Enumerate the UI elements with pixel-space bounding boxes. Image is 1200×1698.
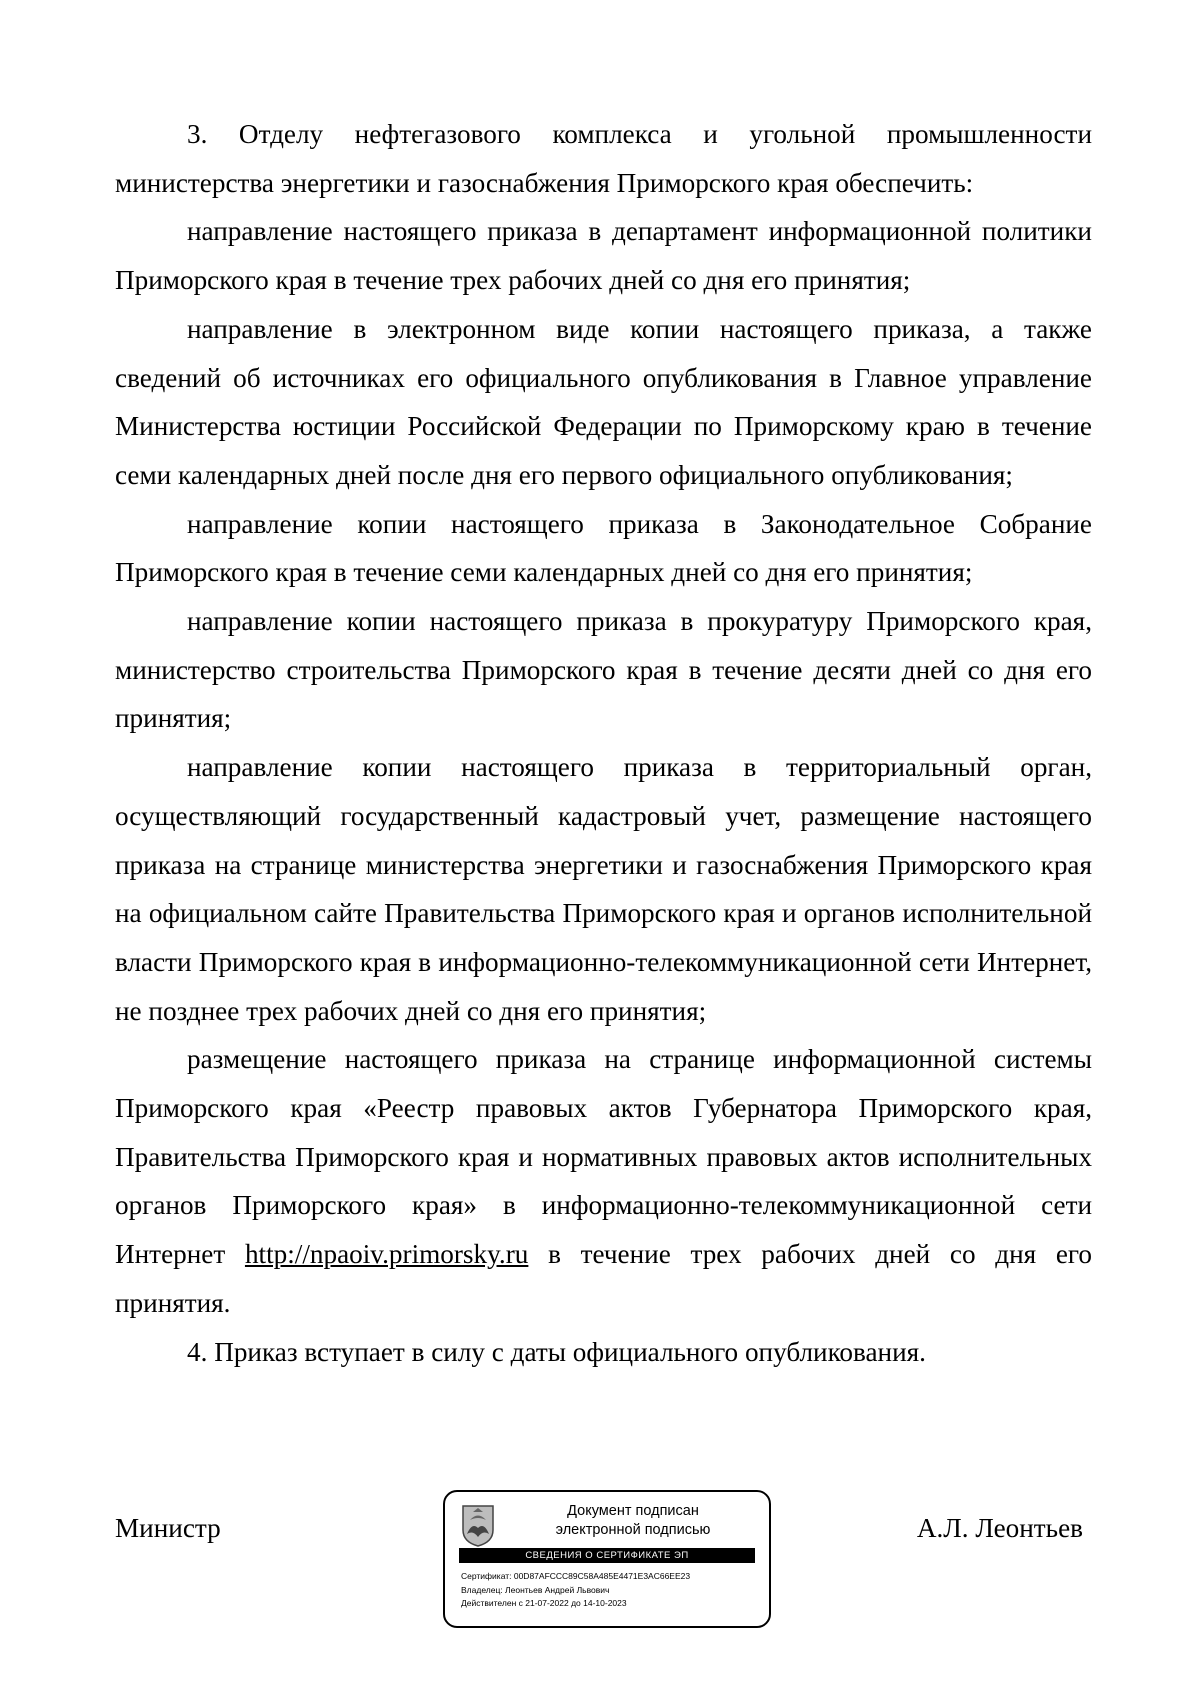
paragraph-legislative-assembly: направление копии настоящего приказа в Законодательное Собрание Приморского края в течение семи календарных дней со дня его принятия; [115, 508, 1092, 588]
paragraph-info-policy: направление настоящего приказа в департамент информационной политики Приморского края в течение трех рабочих дней со дня его принятия; [115, 216, 1092, 296]
electronic-signature-stamp [443, 1490, 771, 1628]
signature-row [115, 1490, 1095, 1630]
stamp-title-line-2: электронной подписью [555, 1522, 711, 1538]
coat-of-arms-icon [461, 1504, 495, 1548]
paragraph-registry [115, 1035, 1092, 1327]
stamp-certificate-header: СВЕДЕНИЯ О СЕРТИФИКАТЕ ЭП [459, 1548, 755, 1563]
paragraph-justice-ministry: направление в электронном виде копии настоящего приказа, а также сведений об источниках его официального опубликования в Главное управление Министерства юстиции Российской Федерации по Приморскому краю в течение семи календарных дней после дня его первого официального опубликования; [115, 313, 1092, 490]
paragraph-prosecutor: направление копии настоящего приказа в прокуратуру Приморского края, министерство строительства Приморского края в течение десяти дней со дня его принятия; [115, 606, 1092, 734]
stamp-certificate-details [461, 1570, 761, 1611]
order-body [115, 110, 1092, 1376]
stamp-certificate-number: Сертификат: 00D87AFCCC89C58A485E4471E3AC66EE23 [461, 1571, 691, 1581]
paragraph-item-3: 3. Отделу нефтегазового комплекса и угольной промышленности министерства энергетики и газоснабжения Приморского края обеспечить: [115, 119, 1092, 198]
signer-position: Министр [115, 1513, 221, 1543]
paragraph-item-4: 4. Приказ вступает в силу с даты официального опубликования. [187, 1336, 926, 1367]
registry-link[interactable]: http://npaoiv.primorsky.ru [244, 1239, 529, 1270]
stamp-title [505, 1502, 761, 1540]
stamp-validity: Действителен с 21-07-2022 до 14-10-2023 [461, 1598, 627, 1608]
stamp-owner: Владелец: Леонтьев Андрей Львович [461, 1584, 610, 1595]
signer-name: А.Л. Леонтьев [916, 1513, 1083, 1543]
stamp-title-line-1: Документ подписан [567, 1503, 699, 1519]
registry-text-before: размещение настоящего приказа на странице информационной системы Приморского края «Реестр правовых актов Губернатора Приморского края, Правительства Приморского края и нормативных правовых актов исполнительных органов Приморского края» в информационно-телекоммуникационной сети Интернет [115, 1044, 1092, 1270]
paragraph-cadastral: направление копии настоящего приказа в территориальный орган, осуществляющий государственный кадастровый учет, размещение настоящего приказа на странице министерства энергетики и газоснабжения Приморского края на официальном сайте Правительства Приморского края и органов исполнительной власти Приморского края в информационно-телекоммуникационной сети Интернет, не позднее трех рабочих дней со дня его принятия; [115, 752, 1092, 1026]
registry-text-after: в течение трех рабочих дней со дня его принятия. [115, 1239, 1092, 1318]
